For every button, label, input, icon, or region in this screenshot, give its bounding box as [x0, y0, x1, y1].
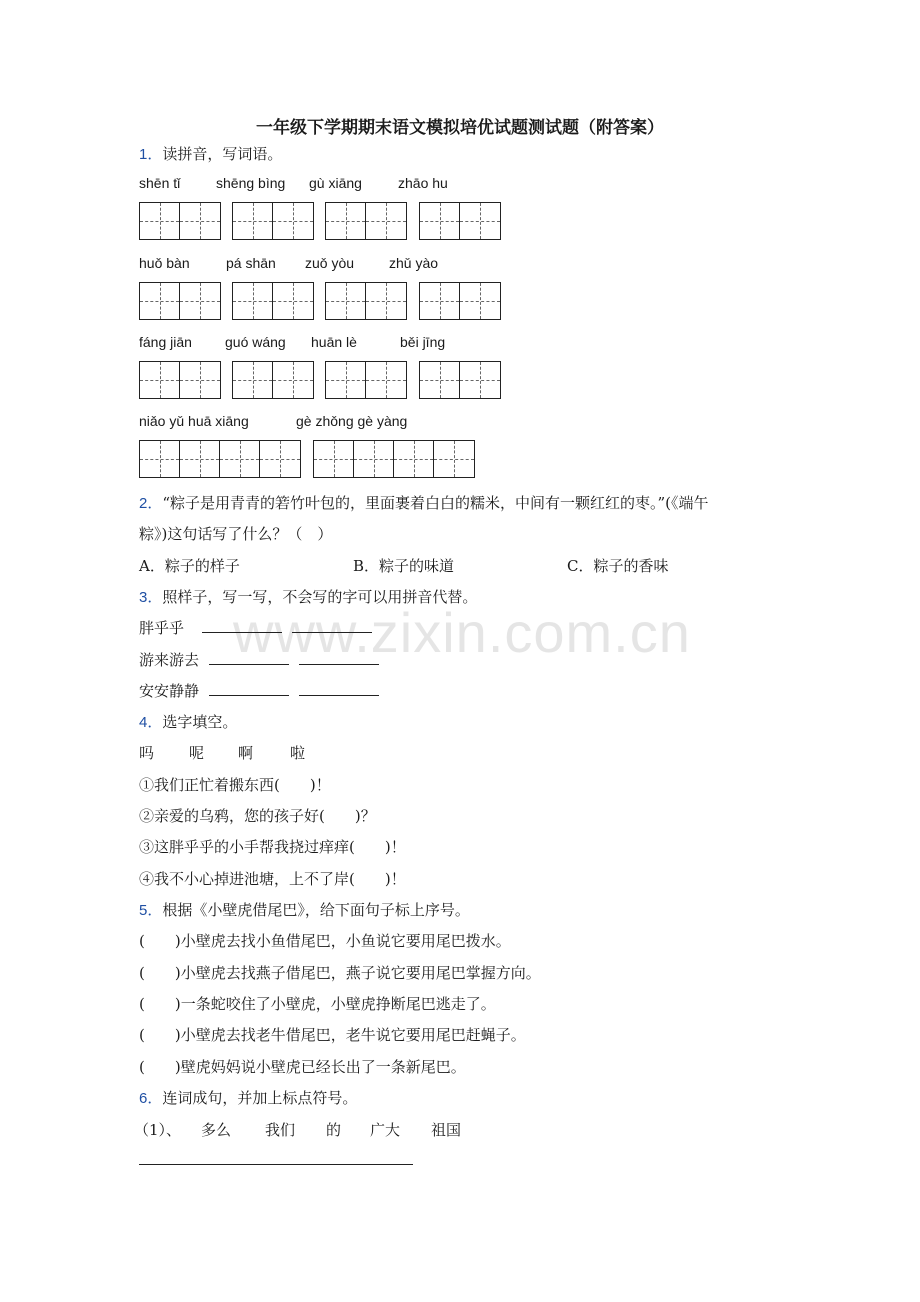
- pinyin-label: fáng jiān: [139, 334, 192, 350]
- writing-grid[interactable]: [419, 282, 501, 320]
- word-token: 祖国: [431, 1121, 462, 1139]
- answer-blank[interactable]: [299, 681, 379, 696]
- option-c[interactable]: C．粽子的香味: [567, 557, 669, 575]
- writing-grid[interactable]: [325, 202, 407, 240]
- writing-grid[interactable]: [232, 361, 314, 399]
- pinyin-label: shēn tǐ: [139, 175, 181, 191]
- pinyin-label: gù xiāng: [309, 175, 362, 191]
- writing-grid[interactable]: [139, 202, 221, 240]
- question-2-text: [139, 492, 709, 513]
- pinyin-label: guó wáng: [225, 334, 286, 350]
- example-word: 游来游去: [139, 651, 200, 669]
- question-4-heading: [139, 711, 237, 732]
- writing-grid[interactable]: [419, 202, 501, 240]
- order-sentence: ( )小壁虎去找燕子借尾巴，燕子说它要用尾巴掌握方向。: [139, 964, 541, 982]
- option-a[interactable]: A．粽子的样子: [139, 557, 240, 575]
- question-text: “粽子是用青青的箬竹叶包的，里面裹着白白的糯米，中间有一颗红红的枣。”(《端午: [162, 494, 709, 512]
- order-sentence: ( )壁虎妈妈说小壁虎已经长出了一条新尾巴。: [139, 1058, 466, 1076]
- pinyin-label: huān lè: [311, 334, 357, 350]
- order-sentence: ( )一条蛇咬住了小壁虎，小壁虎挣断尾巴逃走了。: [139, 995, 496, 1013]
- choice-word: 吗: [139, 744, 155, 762]
- word-token: 广大: [370, 1121, 401, 1139]
- writing-grid[interactable]: [232, 282, 314, 320]
- watermark: www.zixin.com.cn: [233, 601, 691, 664]
- question-prompt: 根据《小壁虎借尾巴》，给下面句子标上序号。: [162, 901, 470, 919]
- example-word: 胖乎乎: [139, 619, 185, 637]
- answer-blank[interactable]: [292, 618, 372, 633]
- item-label: （1）、: [134, 1121, 182, 1139]
- example-row: [139, 617, 372, 638]
- question-number: 6．: [139, 1090, 163, 1107]
- word-token: 多么: [201, 1121, 232, 1139]
- word-token: 的: [326, 1121, 342, 1139]
- pinyin-label: zhāo hu: [398, 175, 448, 191]
- writing-grid[interactable]: [325, 282, 407, 320]
- writing-grid[interactable]: [139, 361, 221, 399]
- writing-grid[interactable]: [419, 361, 501, 399]
- answer-line[interactable]: [139, 1164, 413, 1165]
- fill-sentence: ③这胖乎乎的小手帮我挠过痒痒( )！: [139, 838, 406, 856]
- answer-blank[interactable]: [202, 618, 282, 633]
- pinyin-label: gè zhǒng gè yàng: [296, 413, 408, 429]
- question-number: 1．: [139, 146, 163, 163]
- writing-grid[interactable]: [325, 361, 407, 399]
- answer-blank[interactable]: [209, 681, 289, 696]
- question-number: 3．: [139, 589, 163, 606]
- word-token: 我们: [265, 1121, 296, 1139]
- question-number: 4．: [139, 714, 163, 731]
- question-prompt: 照样子，写一写，不会写的字可以用拼音代替。: [162, 588, 478, 606]
- choice-word: 呢: [189, 744, 205, 762]
- order-sentence: ( )小壁虎去找小鱼借尾巴，小鱼说它要用尾巴拨水。: [139, 932, 511, 950]
- answer-blank[interactable]: [209, 650, 289, 665]
- writing-grid[interactable]: [313, 440, 475, 478]
- question-text: 粽》)这句话写了什么？（ ）: [139, 525, 333, 543]
- fill-sentence: ②亲爱的乌鸦，您的孩子好( )？: [139, 807, 376, 825]
- writing-grid[interactable]: [139, 440, 301, 478]
- pinyin-label: pá shān: [226, 255, 276, 271]
- pinyin-label: shēng bìng: [216, 175, 286, 191]
- question-6-heading: [139, 1087, 357, 1108]
- answer-blank[interactable]: [299, 650, 379, 665]
- fill-sentence: ①我们正忙着搬东西( )！: [139, 776, 331, 794]
- pinyin-label: huǒ bàn: [139, 255, 190, 271]
- choice-word: 啦: [290, 744, 306, 762]
- option-b[interactable]: B．粽子的味道: [353, 557, 455, 575]
- question-prompt: 选字填空。: [162, 713, 238, 731]
- choice-word: 啊: [238, 744, 254, 762]
- fill-sentence: ④我不小心掉进池塘，上不了岸( )！: [139, 870, 406, 888]
- example-row: [139, 649, 379, 670]
- writing-grid[interactable]: [232, 202, 314, 240]
- question-prompt: 连词成句，并加上标点符号。: [162, 1089, 358, 1107]
- example-row: [139, 680, 379, 701]
- question-3-heading: [139, 586, 477, 607]
- question-5-heading: [139, 899, 470, 920]
- question-1-heading: [139, 143, 282, 164]
- page-title: 一年级下学期期末语文模拟培优试题测试题（附答案）: [256, 118, 664, 138]
- question-prompt: 读拼音，写词语。: [162, 145, 283, 163]
- order-sentence: ( )小壁虎去找老牛借尾巴，老牛说它要用尾巴赶蝇子。: [139, 1026, 526, 1044]
- question-number: 5．: [139, 902, 163, 919]
- pinyin-label: zhǔ yào: [389, 255, 439, 271]
- pinyin-label: běi jīng: [400, 334, 446, 350]
- writing-grid[interactable]: [139, 282, 221, 320]
- question-number: 2．: [139, 495, 163, 512]
- pinyin-label: zuǒ yòu: [305, 255, 355, 271]
- example-word: 安安静静: [139, 682, 200, 700]
- pinyin-label: niǎo yǔ huā xiāng: [139, 413, 249, 429]
